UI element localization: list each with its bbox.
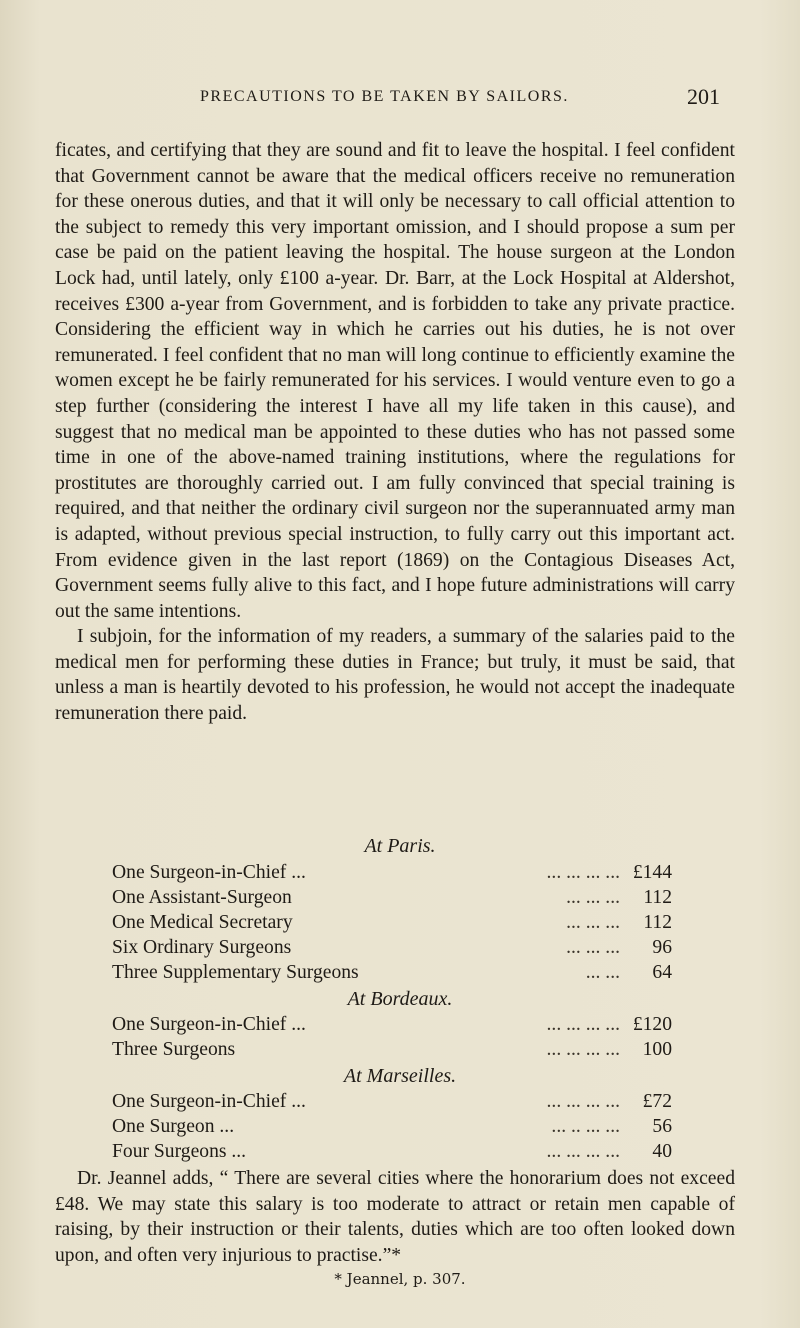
section-title-paris: At Paris. [364, 835, 436, 857]
salary-position: One Surgeon-in-Chief ... [112, 862, 306, 883]
leader-dots: ... ... ... [566, 887, 620, 908]
salary-amount: £72 [642, 1091, 672, 1112]
salary-row [112, 1141, 672, 1165]
leader-dots: ... .. ... ... [551, 1116, 620, 1137]
paragraph-subjoin: I subjoin, for the information of my readers, a summary of the salaries paid to the medical men for performing these duties in France; but truly, it must be said, that unless a man is heartily devoted to his profession, he would not accept the inadequate remuneration there paid. [55, 626, 735, 725]
salary-row [112, 912, 672, 936]
running-title: PRECAUTIONS TO BE TAKEN BY SAILORS. [200, 88, 569, 105]
salary-position: Three Supplementary Surgeons [112, 962, 359, 983]
salary-row [112, 862, 672, 886]
leader-dots: ... ... ... ... [546, 862, 620, 883]
leader-dots: ... ... ... ... [546, 1039, 620, 1060]
salary-row [112, 962, 672, 986]
salary-amount: 112 [643, 912, 672, 933]
salary-amount: 100 [642, 1039, 672, 1060]
leader-dots: ... ... ... ... [546, 1014, 620, 1035]
paragraph-continued: ficates, and certifying that they are sound and fit to leave the hospital. I feel confident that Government cannot be aware that the medical officers receive no remuneration for these onerous duties, and that it will only be necessary to call official attention to the subject to remedy this very important omission, and I should propose a sum per case be paid on the patient leaving the hospital. The house surgeon at the London Lock had, until lately, only £100 a-year. Dr. Barr, at the Lock Hospital at Aldershot, receives £300 a-year from Government, and is forbidden to take any private practice. Considering the efficient way in which he carries out his duties, he is not over remunerated. I feel confident that no man will long continue to efficiently examine the women except he be fairly remunerated for his services. I would venture even to go a step further (considering the interest I have all my life taken in this cause), and suggest that no medical man be appointed to these duties who has not passed some time in one of the above-named training institutions, where the regulations for prostitutes are thoroughly carried out. I am fully convinced that special training is required, and that neither the ordinary civil surgeon nor the superannuated army man is adapted, without previous special instruction, to fully carry out this important act. From evidence given in the last report (1869) on the Contagious Diseases Act, Government seems fully alive to this fact, and I hope future administrations will carry out the same intentions. [55, 140, 735, 622]
salary-position: Six Ordinary Surgeons [112, 937, 292, 958]
salary-amount: 56 [652, 1116, 672, 1137]
salary-amount: 112 [643, 887, 672, 908]
salary-amount: £120 [632, 1014, 672, 1035]
salary-amount: 96 [652, 937, 672, 958]
salary-row [112, 1014, 672, 1038]
leader-dots: ... ... [585, 962, 620, 983]
salary-row [112, 1116, 672, 1140]
page-number: 201 [687, 84, 720, 109]
leader-dots: ... ... ... [566, 937, 620, 958]
section-title-marseilles: At Marseilles. [343, 1065, 457, 1087]
salary-position: One Surgeon-in-Chief ... [112, 1091, 306, 1112]
paragraph-jeannel-quote: Dr. Jeannel adds, “ There are several cities where the honorarium does not exceed £48. We may state this salary is too moderate to attract or retain men capable of raising, by their instruction or their talents, duties which are too often looked down upon, and often very injurious to practise.”* [55, 1168, 735, 1266]
salary-row [112, 887, 672, 911]
closing-text [55, 1166, 735, 1268]
salary-position: One Medical Secretary [112, 912, 293, 933]
salary-position: Four Surgeons ... [112, 1141, 247, 1162]
leader-dots: ... ... ... ... [546, 1141, 620, 1162]
salary-amount: 64 [652, 962, 672, 983]
salary-amount: 40 [652, 1141, 672, 1162]
salary-row [112, 1039, 672, 1063]
salary-position: One Assistant-Surgeon [112, 887, 292, 908]
section-title-bordeaux: At Bordeaux. [347, 988, 453, 1010]
footnote: * Jeannel, p. 307. [334, 1270, 466, 1288]
salary-position: One Surgeon ... [112, 1116, 235, 1137]
salary-row [112, 937, 672, 961]
salary-position: Three Surgeons [112, 1039, 236, 1060]
body-text [55, 138, 735, 727]
leader-dots: ... ... ... [566, 912, 620, 933]
leader-dots: ... ... ... ... [546, 1091, 620, 1112]
salary-row [112, 1091, 672, 1115]
salary-amount: £144 [632, 862, 672, 883]
salary-position: One Surgeon-in-Chief ... [112, 1014, 306, 1035]
